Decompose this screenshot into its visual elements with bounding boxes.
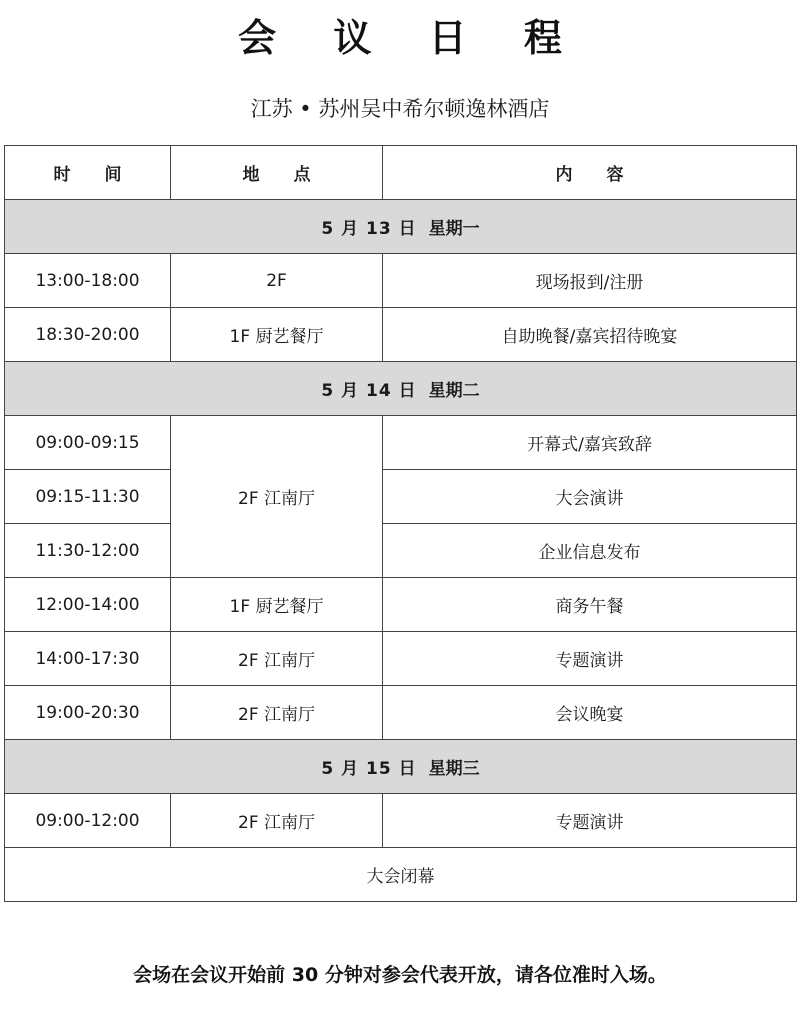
- table-row: [5, 686, 797, 740]
- day-date: 5 月 14 日: [321, 381, 417, 401]
- day-weekday: 星期三: [428, 759, 480, 779]
- closing-cell: 大会闭幕: [5, 848, 797, 902]
- session-time: 11:30-12:00: [5, 524, 171, 578]
- session-location: 1F 厨艺餐厅: [171, 578, 383, 632]
- day-weekday: 星期一: [428, 219, 480, 239]
- table-row: [5, 524, 797, 578]
- footer-notice: 会场在会议开始前 30 分钟对参会代表开放，请各位准时入场。: [133, 964, 667, 986]
- header-time: 时 间: [5, 146, 171, 200]
- header-location: 地 点: [171, 146, 383, 200]
- table-header-row: [5, 146, 797, 200]
- session-location: 2F 江南厅: [171, 794, 383, 848]
- session-content: 现场报到/注册: [383, 254, 797, 308]
- venue-subtitle: 江苏 • 苏州吴中希尔顿逸林酒店: [250, 97, 550, 121]
- day-header-row: [5, 200, 797, 254]
- session-time: 09:00-09:15: [5, 416, 171, 470]
- session-time: 09:15-11:30: [5, 470, 171, 524]
- table-row: [5, 794, 797, 848]
- header-content: 内 容: [383, 146, 797, 200]
- table-row: [5, 254, 797, 308]
- day-header: [5, 362, 797, 416]
- session-content: 开幕式/嘉宾致辞: [383, 416, 797, 470]
- session-content: 会议晚宴: [383, 686, 797, 740]
- table-row: [5, 416, 797, 470]
- session-content: 大会演讲: [383, 470, 797, 524]
- closing-row: [5, 848, 797, 902]
- table-row: [5, 470, 797, 524]
- table-row: [5, 308, 797, 362]
- table-row: [5, 578, 797, 632]
- day-date: 5 月 13 日: [321, 219, 417, 239]
- session-time: 12:00-14:00: [5, 578, 171, 632]
- day-header-row: [5, 740, 797, 794]
- page-title: 会 议 日 程: [238, 16, 584, 60]
- session-time: 19:00-20:30: [5, 686, 171, 740]
- table-row: [5, 632, 797, 686]
- day-header-row: [5, 362, 797, 416]
- day-header: [5, 740, 797, 794]
- session-time: 14:00-17:30: [5, 632, 171, 686]
- session-location: 2F 江南厅: [171, 686, 383, 740]
- session-time: 09:00-12:00: [5, 794, 171, 848]
- session-location: 2F 江南厅: [171, 632, 383, 686]
- session-time: 13:00-18:00: [5, 254, 171, 308]
- day-weekday: 星期二: [428, 381, 480, 401]
- session-location: 2F: [171, 254, 383, 308]
- schedule-table: [4, 145, 797, 902]
- day-header: [5, 200, 797, 254]
- session-content: 自助晚餐/嘉宾招待晚宴: [383, 308, 797, 362]
- day-date: 5 月 15 日: [321, 759, 417, 779]
- session-time: 18:30-20:00: [5, 308, 171, 362]
- session-content: 专题演讲: [383, 794, 797, 848]
- session-location: 2F 江南厅: [171, 416, 383, 578]
- session-content: 商务午餐: [383, 578, 797, 632]
- session-content: 专题演讲: [383, 632, 797, 686]
- session-location: 1F 厨艺餐厅: [171, 308, 383, 362]
- session-content: 企业信息发布: [383, 524, 797, 578]
